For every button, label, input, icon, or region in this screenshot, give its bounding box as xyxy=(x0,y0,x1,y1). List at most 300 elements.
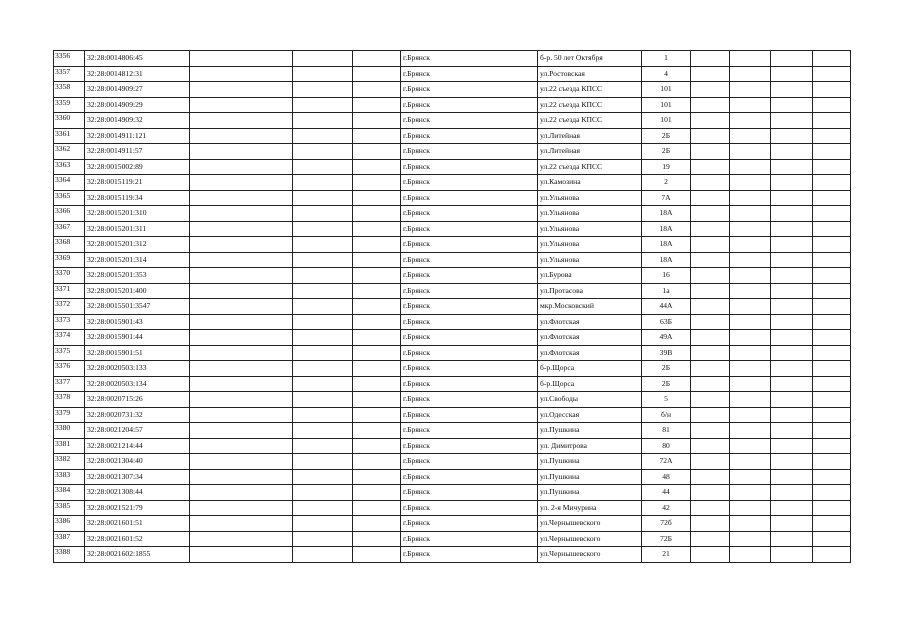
empty-cell xyxy=(691,237,730,253)
empty-cell xyxy=(190,252,293,268)
empty-cell xyxy=(771,82,813,98)
empty-cell xyxy=(813,175,851,191)
street-cell: б-р.Щорса xyxy=(538,376,642,392)
registry-sheet xyxy=(53,50,851,563)
city-cell: г.Брянск xyxy=(401,144,538,160)
empty-cell xyxy=(190,361,293,377)
city-cell: г.Брянск xyxy=(401,237,538,253)
empty-cell xyxy=(730,268,771,284)
empty-cell xyxy=(813,314,851,330)
row-number: 3361 xyxy=(54,128,85,144)
empty-cell xyxy=(190,438,293,454)
empty-cell xyxy=(353,283,401,299)
cadastral-number: 32:28:0020503:134 xyxy=(85,376,190,392)
empty-cell xyxy=(771,66,813,82)
table-row xyxy=(54,485,851,501)
street-cell: ул.Пушкина xyxy=(538,485,642,501)
empty-cell xyxy=(771,407,813,423)
street-cell: ул.Ульянова xyxy=(538,221,642,237)
empty-cell xyxy=(190,330,293,346)
empty-cell xyxy=(813,345,851,361)
row-number: 3365 xyxy=(54,190,85,206)
empty-cell xyxy=(771,500,813,516)
empty-cell xyxy=(293,175,353,191)
table-row xyxy=(54,159,851,175)
street-cell: ул.Пушкина xyxy=(538,423,642,439)
table-row xyxy=(54,407,851,423)
city-cell: г.Брянск xyxy=(401,299,538,315)
empty-cell xyxy=(293,438,353,454)
city-cell: г.Брянск xyxy=(401,547,538,563)
empty-cell xyxy=(353,206,401,222)
city-cell: г.Брянск xyxy=(401,51,538,67)
empty-cell xyxy=(813,66,851,82)
table-row xyxy=(54,175,851,191)
empty-cell xyxy=(813,361,851,377)
street-cell: мкр.Московский xyxy=(538,299,642,315)
empty-cell xyxy=(771,159,813,175)
house-number: 44А xyxy=(642,299,691,315)
cadastral-number: 32:28:0014911:57 xyxy=(85,144,190,160)
empty-cell xyxy=(293,469,353,485)
empty-cell xyxy=(730,66,771,82)
empty-cell xyxy=(730,283,771,299)
street-cell: ул. Димитрова xyxy=(538,438,642,454)
empty-cell xyxy=(293,330,353,346)
house-number: 44 xyxy=(642,485,691,501)
empty-cell xyxy=(293,407,353,423)
empty-cell xyxy=(353,500,401,516)
house-number: 49А xyxy=(642,330,691,346)
empty-cell xyxy=(813,51,851,67)
cadastral-number: 32:28:0015002:89 xyxy=(85,159,190,175)
empty-cell xyxy=(771,268,813,284)
house-number: 19 xyxy=(642,159,691,175)
empty-cell xyxy=(771,438,813,454)
cadastral-number: 32:28:0021304:40 xyxy=(85,454,190,470)
empty-cell xyxy=(691,407,730,423)
table-row xyxy=(54,128,851,144)
empty-cell xyxy=(190,268,293,284)
row-number: 3378 xyxy=(54,392,85,408)
table-row xyxy=(54,516,851,532)
cadastral-number: 32:28:0021601:52 xyxy=(85,531,190,547)
house-number: 42 xyxy=(642,500,691,516)
row-number: 3386 xyxy=(54,516,85,532)
row-number: 3388 xyxy=(54,547,85,563)
empty-cell xyxy=(771,128,813,144)
cadastral-number: 32:28:0014806:45 xyxy=(85,51,190,67)
city-cell: г.Брянск xyxy=(401,330,538,346)
row-number: 3364 xyxy=(54,175,85,191)
street-cell: ул.Флотская xyxy=(538,330,642,346)
city-cell: г.Брянск xyxy=(401,438,538,454)
row-number: 3377 xyxy=(54,376,85,392)
empty-cell xyxy=(813,376,851,392)
street-cell: ул.Протасова xyxy=(538,283,642,299)
empty-cell xyxy=(190,144,293,160)
house-number: 16 xyxy=(642,268,691,284)
table-row xyxy=(54,190,851,206)
empty-cell xyxy=(771,299,813,315)
city-cell: г.Брянск xyxy=(401,392,538,408)
table-row xyxy=(54,392,851,408)
empty-cell xyxy=(813,190,851,206)
empty-cell xyxy=(813,159,851,175)
empty-cell xyxy=(691,438,730,454)
street-cell: ул. 2-я Мичурина xyxy=(538,500,642,516)
empty-cell xyxy=(293,66,353,82)
street-cell: ул.Ростовская xyxy=(538,66,642,82)
city-cell: г.Брянск xyxy=(401,500,538,516)
empty-cell xyxy=(691,314,730,330)
cadastral-number: 32:28:0015901:44 xyxy=(85,330,190,346)
empty-cell xyxy=(691,283,730,299)
empty-cell xyxy=(353,407,401,423)
empty-cell xyxy=(353,423,401,439)
empty-cell xyxy=(813,469,851,485)
cadastral-number: 32:28:0021214:44 xyxy=(85,438,190,454)
row-number: 3385 xyxy=(54,500,85,516)
table-row xyxy=(54,547,851,563)
empty-cell xyxy=(190,454,293,470)
empty-cell xyxy=(691,392,730,408)
empty-cell xyxy=(353,531,401,547)
cadastral-number: 32:28:0015201:314 xyxy=(85,252,190,268)
street-cell: ул.Одесская xyxy=(538,407,642,423)
row-number: 3376 xyxy=(54,361,85,377)
empty-cell xyxy=(730,531,771,547)
empty-cell xyxy=(691,159,730,175)
empty-cell xyxy=(771,361,813,377)
city-cell: г.Брянск xyxy=(401,221,538,237)
cadastral-number: 32:28:0015201:353 xyxy=(85,268,190,284)
empty-cell xyxy=(691,299,730,315)
empty-cell xyxy=(691,485,730,501)
cadastral-number: 32:28:0014812:31 xyxy=(85,66,190,82)
empty-cell xyxy=(730,299,771,315)
row-number: 3362 xyxy=(54,144,85,160)
empty-cell xyxy=(353,190,401,206)
cadastral-number: 32:28:0015119:34 xyxy=(85,190,190,206)
street-cell: ул.Ульянова xyxy=(538,237,642,253)
row-number: 3366 xyxy=(54,206,85,222)
empty-cell xyxy=(353,97,401,113)
empty-cell xyxy=(190,423,293,439)
table-row xyxy=(54,330,851,346)
empty-cell xyxy=(293,376,353,392)
empty-cell xyxy=(813,283,851,299)
city-cell: г.Брянск xyxy=(401,97,538,113)
empty-cell xyxy=(813,423,851,439)
empty-cell xyxy=(730,547,771,563)
empty-cell xyxy=(691,547,730,563)
house-number: 101 xyxy=(642,97,691,113)
registry-table xyxy=(53,50,851,563)
empty-cell xyxy=(730,392,771,408)
empty-cell xyxy=(190,392,293,408)
empty-cell xyxy=(353,82,401,98)
empty-cell xyxy=(730,454,771,470)
empty-cell xyxy=(691,252,730,268)
house-number: 72Б xyxy=(642,531,691,547)
empty-cell xyxy=(691,128,730,144)
city-cell: г.Брянск xyxy=(401,485,538,501)
empty-cell xyxy=(353,547,401,563)
empty-cell xyxy=(691,454,730,470)
empty-cell xyxy=(730,206,771,222)
cadastral-number: 32:28:0021204:57 xyxy=(85,423,190,439)
cadastral-number: 32:28:0014909:32 xyxy=(85,113,190,129)
empty-cell xyxy=(190,128,293,144)
street-cell: б-р. 50 лет Октября xyxy=(538,51,642,67)
empty-cell xyxy=(293,128,353,144)
cadastral-number: 32:28:0014911:121 xyxy=(85,128,190,144)
empty-cell xyxy=(771,345,813,361)
street-cell: ул.22 съезда КПСС xyxy=(538,113,642,129)
empty-cell xyxy=(730,82,771,98)
city-cell: г.Брянск xyxy=(401,454,538,470)
empty-cell xyxy=(293,252,353,268)
street-cell: ул.Пушкина xyxy=(538,454,642,470)
empty-cell xyxy=(190,469,293,485)
empty-cell xyxy=(293,237,353,253)
table-row xyxy=(54,221,851,237)
empty-cell xyxy=(353,299,401,315)
empty-cell xyxy=(353,252,401,268)
empty-cell xyxy=(353,66,401,82)
table-row xyxy=(54,51,851,67)
empty-cell xyxy=(190,97,293,113)
empty-cell xyxy=(691,500,730,516)
empty-cell xyxy=(293,283,353,299)
table-row xyxy=(54,361,851,377)
table-row xyxy=(54,144,851,160)
table-row xyxy=(54,268,851,284)
empty-cell xyxy=(691,221,730,237)
empty-cell xyxy=(813,113,851,129)
cadastral-number: 32:28:0015901:51 xyxy=(85,345,190,361)
empty-cell xyxy=(813,547,851,563)
street-cell: ул.22 съезда КПСС xyxy=(538,97,642,113)
row-number: 3387 xyxy=(54,531,85,547)
street-cell: ул.Ульянова xyxy=(538,252,642,268)
table-row xyxy=(54,376,851,392)
city-cell: г.Брянск xyxy=(401,407,538,423)
empty-cell xyxy=(813,454,851,470)
city-cell: г.Брянск xyxy=(401,345,538,361)
empty-cell xyxy=(293,206,353,222)
empty-cell xyxy=(293,221,353,237)
cadastral-number: 32:28:0015119:21 xyxy=(85,175,190,191)
empty-cell xyxy=(730,144,771,160)
empty-cell xyxy=(190,159,293,175)
street-cell: ул.Пушкина xyxy=(538,469,642,485)
cadastral-number: 32:28:0015201:311 xyxy=(85,221,190,237)
empty-cell xyxy=(353,485,401,501)
empty-cell xyxy=(730,438,771,454)
empty-cell xyxy=(190,190,293,206)
empty-cell xyxy=(813,237,851,253)
empty-cell xyxy=(813,299,851,315)
house-number: 81 xyxy=(642,423,691,439)
empty-cell xyxy=(353,159,401,175)
house-number: 18А xyxy=(642,221,691,237)
empty-cell xyxy=(691,113,730,129)
empty-cell xyxy=(190,345,293,361)
empty-cell xyxy=(353,376,401,392)
empty-cell xyxy=(691,82,730,98)
empty-cell xyxy=(730,376,771,392)
cadastral-number: 32:28:0015201:310 xyxy=(85,206,190,222)
table-row xyxy=(54,237,851,253)
empty-cell xyxy=(293,144,353,160)
empty-cell xyxy=(190,376,293,392)
empty-cell xyxy=(771,516,813,532)
empty-cell xyxy=(771,423,813,439)
house-number: 72б xyxy=(642,516,691,532)
empty-cell xyxy=(813,268,851,284)
empty-cell xyxy=(730,97,771,113)
house-number: 39В xyxy=(642,345,691,361)
empty-cell xyxy=(353,51,401,67)
empty-cell xyxy=(771,376,813,392)
table-row xyxy=(54,345,851,361)
empty-cell xyxy=(293,299,353,315)
empty-cell xyxy=(293,82,353,98)
empty-cell xyxy=(293,454,353,470)
table-row xyxy=(54,97,851,113)
empty-cell xyxy=(190,237,293,253)
house-number: 101 xyxy=(642,82,691,98)
row-number: 3367 xyxy=(54,221,85,237)
empty-cell xyxy=(293,361,353,377)
street-cell: ул.Литейная xyxy=(538,128,642,144)
cadastral-number: 32:28:0021307:34 xyxy=(85,469,190,485)
cadastral-number: 32:28:0015901:43 xyxy=(85,314,190,330)
city-cell: г.Брянск xyxy=(401,113,538,129)
cadastral-number: 32:28:0015501:3547 xyxy=(85,299,190,315)
empty-cell xyxy=(730,407,771,423)
empty-cell xyxy=(730,237,771,253)
empty-cell xyxy=(353,361,401,377)
row-number: 3383 xyxy=(54,469,85,485)
empty-cell xyxy=(293,268,353,284)
empty-cell xyxy=(771,113,813,129)
city-cell: г.Брянск xyxy=(401,252,538,268)
table-body xyxy=(54,51,851,563)
empty-cell xyxy=(353,330,401,346)
empty-cell xyxy=(730,175,771,191)
city-cell: г.Брянск xyxy=(401,531,538,547)
empty-cell xyxy=(691,516,730,532)
empty-cell xyxy=(730,345,771,361)
empty-cell xyxy=(730,190,771,206)
empty-cell xyxy=(771,221,813,237)
street-cell: б-р.Щорса xyxy=(538,361,642,377)
empty-cell xyxy=(691,531,730,547)
empty-cell xyxy=(293,531,353,547)
row-number: 3357 xyxy=(54,66,85,82)
empty-cell xyxy=(353,237,401,253)
empty-cell xyxy=(293,314,353,330)
street-cell: ул.22 съезда КПСС xyxy=(538,159,642,175)
city-cell: г.Брянск xyxy=(401,423,538,439)
empty-cell xyxy=(353,268,401,284)
empty-cell xyxy=(771,330,813,346)
row-number: 3360 xyxy=(54,113,85,129)
empty-cell xyxy=(190,175,293,191)
empty-cell xyxy=(190,485,293,501)
empty-cell xyxy=(353,516,401,532)
empty-cell xyxy=(691,423,730,439)
empty-cell xyxy=(771,206,813,222)
empty-cell xyxy=(771,314,813,330)
empty-cell xyxy=(813,82,851,98)
house-number: 2Б xyxy=(642,361,691,377)
empty-cell xyxy=(190,299,293,315)
empty-cell xyxy=(293,113,353,129)
table-row xyxy=(54,423,851,439)
city-cell: г.Брянск xyxy=(401,66,538,82)
empty-cell xyxy=(771,190,813,206)
cadastral-number: 32:28:0020503:133 xyxy=(85,361,190,377)
row-number: 3379 xyxy=(54,407,85,423)
house-number: 4 xyxy=(642,66,691,82)
empty-cell xyxy=(691,206,730,222)
empty-cell xyxy=(353,128,401,144)
empty-cell xyxy=(691,361,730,377)
city-cell: г.Брянск xyxy=(401,361,538,377)
empty-cell xyxy=(730,51,771,67)
empty-cell xyxy=(293,159,353,175)
empty-cell xyxy=(771,144,813,160)
city-cell: г.Брянск xyxy=(401,469,538,485)
table-row xyxy=(54,438,851,454)
empty-cell xyxy=(293,190,353,206)
empty-cell xyxy=(691,175,730,191)
row-number: 3370 xyxy=(54,268,85,284)
cadastral-number: 32:28:0020731:32 xyxy=(85,407,190,423)
empty-cell xyxy=(293,392,353,408)
street-cell: ул.Ульянова xyxy=(538,190,642,206)
table-row xyxy=(54,531,851,547)
empty-cell xyxy=(771,547,813,563)
empty-cell xyxy=(691,190,730,206)
table-row xyxy=(54,82,851,98)
table-row xyxy=(54,252,851,268)
city-cell: г.Брянск xyxy=(401,516,538,532)
street-cell: ул.Камозина xyxy=(538,175,642,191)
empty-cell xyxy=(190,66,293,82)
row-number: 3375 xyxy=(54,345,85,361)
street-cell: ул.Бурова xyxy=(538,268,642,284)
city-cell: г.Брянск xyxy=(401,190,538,206)
street-cell: ул.Чернышевского xyxy=(538,531,642,547)
street-cell: ул.Ульянова xyxy=(538,206,642,222)
row-number: 3368 xyxy=(54,237,85,253)
cadastral-number: 32:28:0014909:29 xyxy=(85,97,190,113)
row-number: 3382 xyxy=(54,454,85,470)
cadastral-number: 32:28:0015201:312 xyxy=(85,237,190,253)
house-number: 2Б xyxy=(642,144,691,160)
empty-cell xyxy=(691,376,730,392)
empty-cell xyxy=(190,221,293,237)
empty-cell xyxy=(730,485,771,501)
house-number: 18А xyxy=(642,237,691,253)
empty-cell xyxy=(771,454,813,470)
table-row xyxy=(54,283,851,299)
